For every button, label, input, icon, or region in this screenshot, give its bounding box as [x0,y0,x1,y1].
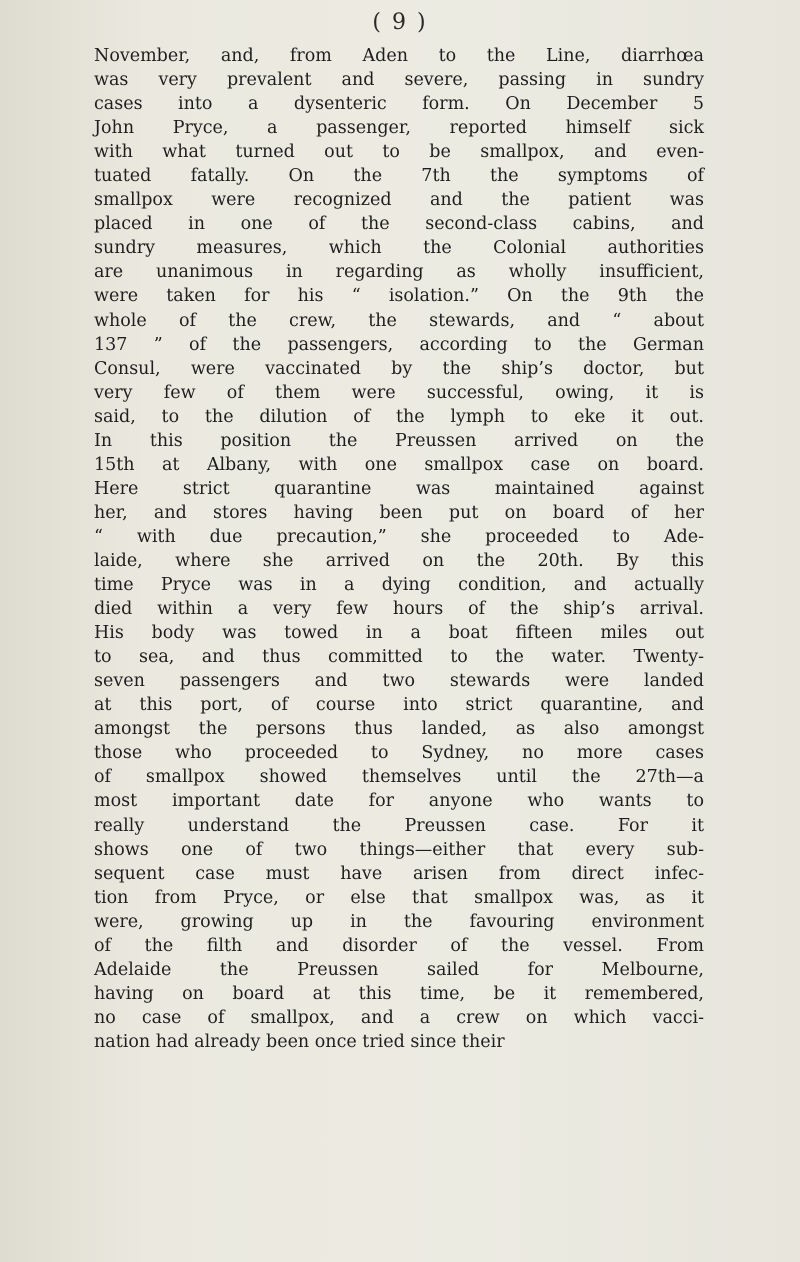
text-line: amongst the persons thus landed, as also amongst [94,719,704,740]
text-line: “ with due precaution,” she proceeded to Ade- [94,526,704,547]
text-line: shows one of two things—either that every sub- [94,839,704,860]
text-line: died within a very few hours of the ship’s arrival. [94,599,704,620]
text-line: of smallpox showed themselves until the 27th—a [94,767,704,788]
text-line: was very prevalent and severe, passing in sundry [94,70,704,91]
text-line: cases into a dysenteric form. On December 5 [94,94,704,115]
text-line: said, to the dilution of the lymph to eke it out. [94,406,704,427]
text-line: having on board at this time, be it remembered, [94,983,704,1004]
text-line: her, and stores having been put on board of her [94,502,704,523]
text-line: with what turned out to be smallpox, and even- [94,142,704,163]
text-line: Here strict quarantine was maintained against [94,478,704,499]
text-line: placed in one of the second-class cabins, and [94,214,704,235]
text-line: most important date for anyone who wants to [94,791,704,812]
text-line: Adelaide the Preussen sailed for Melbourne, [94,959,704,980]
text-line: were, growing up in the favouring environment [94,911,704,932]
text-line: at this port, of course into strict quarantine, and [94,695,704,716]
text-line: no case of smallpox, and a crew on which vacci- [94,1007,704,1028]
text-line: sundry measures, which the Colonial authorities [94,238,704,259]
body-paragraph [94,44,704,1054]
text-line: those who proceeded to Sydney, no more cases [94,743,704,764]
text-line: John Pryce, a passenger, reported himself sick [94,118,704,139]
page-number: ( 9 ) [372,10,428,35]
text-line: sequent case must have arisen from direct infec- [94,863,704,884]
text-line: seven passengers and two stewards were landed [94,671,704,692]
text-line: November, and, from Aden to the Line, diarrhœa [94,46,704,66]
text-line: smallpox were recognized and the patient was [94,190,704,211]
text-line: whole of the crew, the stewards, and “ about [94,310,704,331]
text-line: time Pryce was in a dying condition, and actually [94,575,704,596]
text-line: are unanimous in regarding as wholly insufficient, [94,262,704,283]
text-line: very few of them were successful, owing, it is [94,382,704,403]
text-line: were taken for his “ isolation.” On the 9th the [94,286,704,307]
text-line: In this position the Preussen arrived on the [94,430,704,451]
text-line: tion from Pryce, or else that smallpox was, as it [94,887,704,908]
text-line: of the filth and disorder of the vessel. From [94,935,704,956]
text-line: 137 ” of the passengers, according to the German [94,334,704,355]
text-line: His body was towed in a boat fifteen miles out [94,623,704,644]
text-line: to sea, and thus committed to the water. Twenty- [94,647,704,668]
text-line: laide, where she arrived on the 20th. By this [94,550,704,571]
text-line: really understand the Preussen case. For it [94,815,704,836]
text-line: nation had already been once tried since their [94,1031,505,1052]
text-line: Consul, were vaccinated by the ship’s doctor, but [94,358,704,379]
text-line: 15th at Albany, with one smallpox case on board. [94,454,704,475]
text-line: tuated fatally. On the 7th the symptoms of [94,166,704,187]
